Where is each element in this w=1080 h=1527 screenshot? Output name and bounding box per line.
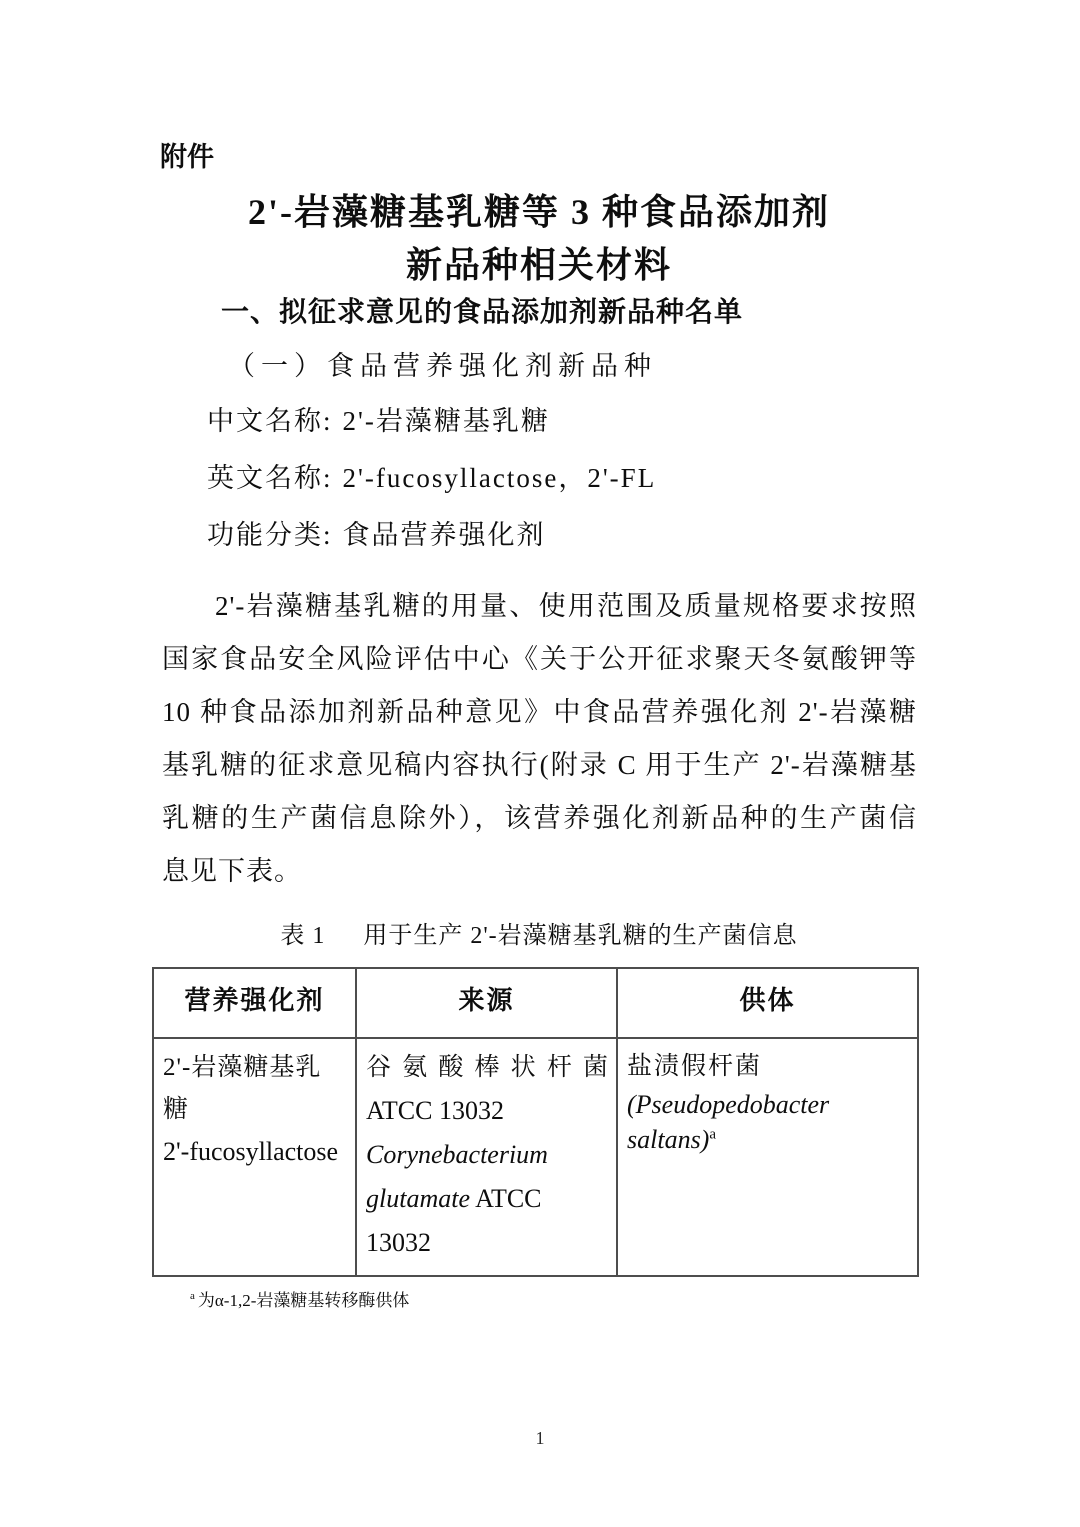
column-header-donor: 供体 bbox=[617, 968, 918, 1038]
column-header-source: 来源 bbox=[356, 968, 617, 1038]
field-chinese-name-value: 2'-岩藻糖基乳糖 bbox=[342, 406, 550, 436]
paragraph-line: 国家食品安全风险评估中心《关于公开征求聚天冬氨酸钾等 bbox=[162, 644, 917, 674]
page-number: 1 bbox=[535, 1428, 545, 1448]
field-english-name bbox=[207, 464, 918, 492]
cell-fortifier bbox=[153, 1038, 356, 1276]
table-caption-number: 表 1 bbox=[280, 923, 326, 949]
paragraph-line: 息见下表。 bbox=[162, 856, 302, 886]
donor-latin-name: saltans) bbox=[627, 1125, 710, 1154]
fortifier-chinese: 2'-岩藻糖基乳糖 bbox=[163, 1054, 322, 1123]
footnote-marker: a bbox=[190, 1290, 195, 1303]
source-chinese: 谷 氨 酸 棒 状 杆 菌 bbox=[366, 1054, 608, 1081]
table-row bbox=[153, 1038, 918, 1276]
field-english-name-label: 英文名称: bbox=[207, 463, 333, 493]
section-heading: 一、拟征求意见的食品添加剂新品种名单 bbox=[221, 296, 744, 327]
document-title-line-2: 新品种相关材料 bbox=[405, 245, 672, 285]
field-english-name-value: 2'-fucosyllactose，2'-FL bbox=[342, 463, 657, 493]
field-function-category-value: 食品营养强化剂 bbox=[342, 520, 546, 550]
field-chinese-name-label: 中文名称: bbox=[207, 406, 333, 436]
donor-latin-line-2 bbox=[627, 1122, 909, 1157]
table-caption-text: 用于生产 2'-岩藻糖基乳糖的生产菌信息 bbox=[363, 923, 798, 949]
field-chinese-name bbox=[207, 407, 918, 435]
paragraph-line: 2'-岩藻糖基乳糖的用量、使用范围及质量规格要求按照 bbox=[215, 591, 917, 621]
table-caption bbox=[160, 922, 918, 950]
document-title-line-1: 2'-岩藻糖基乳糖等 3 种食品添加剂 bbox=[248, 192, 830, 232]
source-strain-2: ATCC 13032 bbox=[366, 1184, 549, 1257]
table-footnote bbox=[190, 1291, 918, 1311]
table-header-row bbox=[153, 968, 918, 1038]
paragraph-line: 10 种食品添加剂新品种意见》中食品营养强化剂 2'-岩藻糖 bbox=[162, 697, 917, 727]
body-paragraph bbox=[162, 580, 917, 898]
donor-footnote-marker: a bbox=[709, 1126, 717, 1143]
paragraph-line: 基乳糖的征求意见稿内容执行(附录 C 用于生产 2'-岩藻糖基 bbox=[162, 750, 917, 780]
source-species-line-2 bbox=[366, 1177, 608, 1265]
production-strain-table bbox=[152, 967, 919, 1277]
donor-latin-line-1: (Pseudopedobacter bbox=[627, 1090, 830, 1119]
donor-chinese: 盐渍假杆菌 bbox=[627, 1053, 763, 1080]
source-species-name: glutamate bbox=[366, 1184, 470, 1213]
column-header-fortifier: 营养强化剂 bbox=[153, 968, 356, 1038]
cell-donor bbox=[617, 1038, 918, 1276]
document-title bbox=[160, 186, 918, 292]
subsection-heading: （一）食品营养强化剂新品种 bbox=[228, 351, 657, 381]
paragraph-line: 乳糖的生产菌信息除外），该营养强化剂新品种的生产菌信 bbox=[162, 803, 917, 833]
fortifier-english: 2'-fucosyllactose bbox=[163, 1137, 339, 1166]
footnote-text: 为α-1,2-岩藻糖基转移酶供体 bbox=[197, 1291, 410, 1310]
attachment-label: 附件 bbox=[160, 142, 214, 172]
cell-source bbox=[356, 1038, 617, 1276]
field-function-category bbox=[207, 521, 918, 549]
field-function-category-label: 功能分类: bbox=[207, 520, 333, 550]
source-strain-1: ATCC 13032 bbox=[366, 1096, 504, 1125]
name-fields bbox=[160, 407, 918, 549]
source-species-line-1: Corynebacterium bbox=[366, 1140, 548, 1169]
